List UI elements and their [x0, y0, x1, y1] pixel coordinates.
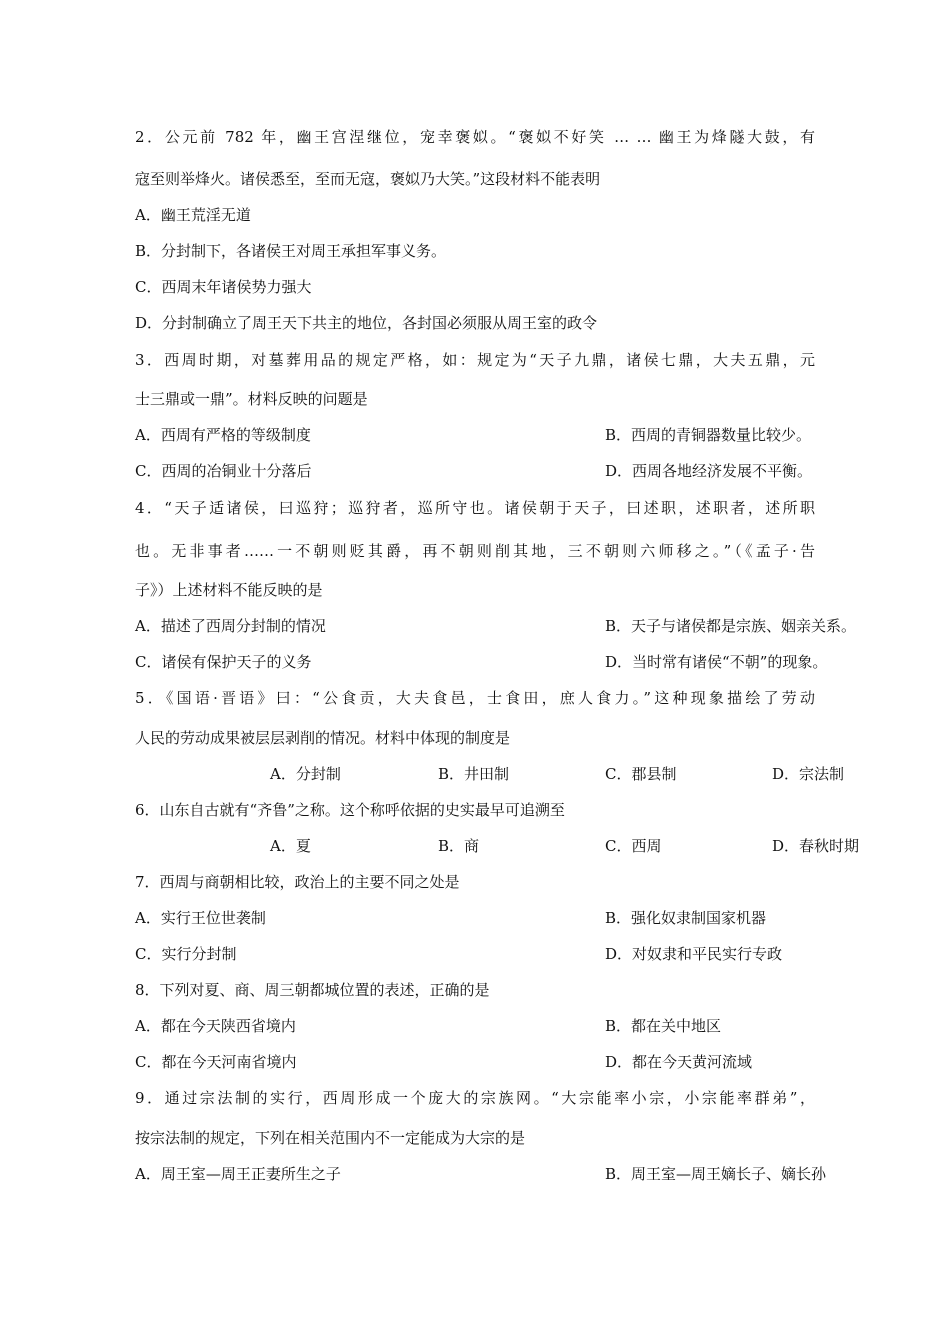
question-3-option-d: D．西周各地经济发展不平衡。: [605, 462, 813, 480]
question-7-option-d: D．对奴隶和平民实行专政: [605, 945, 783, 963]
question-7-option-c: C．实行分封制: [135, 945, 237, 963]
question-9-stem-line-1: 9．通过宗法制的实行，西周形成一个庞大的宗族网。“大宗能率小宗，小宗能率群弟”，: [135, 1089, 815, 1107]
question-5-stem-line-1: 5．《国语·晋语》曰：“公食贡，大夫食邑，士食田，庶人食力。”这种现象描绘了劳动: [135, 689, 815, 707]
question-2-option-a: A．幽王荒淫无道: [135, 206, 251, 224]
question-5-option-c: C．郡县制: [605, 765, 677, 783]
question-7-options-row-2: [135, 944, 783, 964]
question-6-stem-line-1: 6．山东自古就有“齐鲁”之称。这个称呼依据的史实最早可追溯至: [135, 801, 565, 819]
question-8-options-row-2: [135, 1052, 753, 1072]
question-3-option-a: A．西周有严格的等级制度: [135, 426, 311, 444]
question-2-option-c: C．西周末年诸侯势力强大: [135, 278, 312, 296]
question-8-option-d: D．都在今天黄河流域: [605, 1053, 753, 1071]
question-7-options-row-1: [135, 908, 767, 928]
question-3-stem-line-1: 3．西周时期，对墓葬用品的规定严格，如：规定为“天子九鼎，诸侯七鼎，大夫五鼎，元: [135, 351, 815, 369]
question-5-option-d: D．宗法制: [772, 765, 845, 783]
question-6-option-b: B．商: [438, 837, 480, 855]
question-8-options-row-1: [135, 1016, 722, 1036]
question-3-option-b: B．西周的青铜器数量比较少。: [605, 426, 812, 444]
question-9-option-a: A．周王室—周王正妻所生之子: [135, 1165, 341, 1183]
question-2-stem-line-1: 2．公元前 782 年，幽王宫涅继位，宠幸褒姒。“褒姒不好笑 … … 幽王为烽隧大鼓，有: [135, 128, 815, 146]
question-6-option-a: A．夏: [270, 837, 311, 855]
question-8-option-c: C．都在今天河南省境内: [135, 1053, 297, 1071]
question-4-stem-line-2: 也。无非事者……一不朝则贬其爵，再不朝则削其地，三不朝则六师移之。”（《孟子·告: [135, 542, 815, 560]
question-6-option-c: C．西周: [605, 837, 662, 855]
question-2-option-b: B．分封制下，各诸侯王对周王承担军事义务。: [135, 242, 447, 260]
question-4-option-b: B．天子与诸侯都是宗族、姻亲关系。: [605, 617, 857, 635]
question-4-options-row-1: [135, 616, 857, 636]
question-4-option-a: A．描述了西周分封制的情况: [135, 617, 326, 635]
question-7-option-a: A．实行王位世袭制: [135, 909, 266, 927]
question-2-stem-line-2: 寇至则举烽火。诸侯悉至，至而无寇，褒姒乃大笑。”这段材料不能表明: [135, 170, 601, 188]
question-4-stem-line-1: 4．“天子适诸侯，曰巡狩；巡狩者，巡所守也。诸侯朝于天子，曰述职，述职者，述所职: [135, 499, 815, 517]
question-4-options-row-2: [135, 652, 828, 672]
question-9-option-b: B．周王室—周王嫡长子、嫡长孙: [605, 1165, 827, 1183]
question-7-stem-line-1: 7．西周与商朝相比较，政治上的主要不同之处是: [135, 873, 460, 891]
question-8-option-a: A．都在今天陕西省境内: [135, 1017, 296, 1035]
question-4-option-c: C．诸侯有保护天子的义务: [135, 653, 312, 671]
question-9-options-row-1: [135, 1164, 827, 1184]
question-4-stem-line-3: 子》）上述材料不能反映的是: [135, 581, 323, 599]
question-9-stem-line-2: 按宗法制的规定，下列在相关范围内不一定能成为大宗的是: [135, 1129, 526, 1147]
question-2-option-d: D．分封制确立了周王天下共主的地位，各封国必须服从周王室的政令: [135, 314, 598, 332]
question-7-option-b: B．强化奴隶制国家机器: [605, 909, 767, 927]
question-3-option-c: C．西周的冶铜业十分落后: [135, 462, 312, 480]
question-3-options-row-2: [135, 461, 813, 481]
question-4-option-d: D．当时常有诸侯“不朝”的现象。: [605, 653, 828, 671]
question-5-option-b: B．井田制: [438, 765, 510, 783]
question-6-option-d: D．春秋时期: [772, 837, 860, 855]
question-3-options-row-1: [135, 425, 812, 445]
question-8-option-b: B．都在关中地区: [605, 1017, 722, 1035]
question-5-stem-line-2: 人民的劳动成果被层层剥削的情况。材料中体现的制度是: [135, 729, 511, 747]
question-5-option-a: A．分封制: [270, 765, 341, 783]
question-8-stem-line-1: 8．下列对夏、商、周三朝都城位置的表述，正确的是: [135, 981, 490, 999]
question-3-stem-line-2: 士三鼎或一鼎”。材料反映的问题是: [135, 390, 368, 408]
